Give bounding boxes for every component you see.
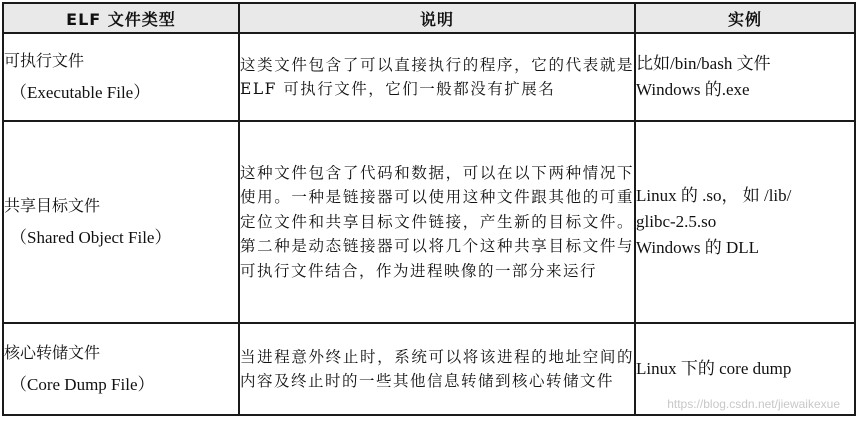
table-header — [3, 3, 855, 33]
example-cell — [635, 121, 855, 323]
header-type: ELF 文件类型 — [3, 3, 239, 33]
example-line: Linux 下的 core dump — [636, 359, 792, 378]
type-cell — [3, 323, 239, 415]
type-cell — [3, 121, 239, 323]
type-name-en: （Shared Object File） — [10, 228, 172, 247]
example-line: Linux 的 .so， 如 /lib/ — [636, 186, 792, 205]
elf-file-types-table — [2, 2, 856, 416]
type-name-cn: 可执行文件 — [4, 51, 85, 70]
example-cell — [635, 33, 855, 121]
description-cell: 这类文件包含了可以直接执行的程序，它的代表就是 ELF 可执行文件，它们一般都没有扩展名 — [239, 33, 635, 121]
table-row — [3, 121, 855, 323]
example-line: glibc-2.5.so — [636, 212, 717, 231]
description-cell: 当进程意外终止时，系统可以将该进程的地址空间的内容及终止时的一些其他信息转储到核心转储文件 — [239, 323, 635, 415]
description-cell: 这种文件包含了代码和数据，可以在以下两种情况下使用。一种是链接器可以使用这种文件跟其他的可重定位文件和共享目标文件链接，产生新的目标文件。第二种是动态链接器可以将几个这种共享目标文件与可执行文件结合，作为进程映像的一部分来运行 — [239, 121, 635, 323]
type-name-en: （Core Dump File） — [10, 375, 155, 394]
watermark-text: https://blog.csdn.net/jiewaikexue — [667, 397, 840, 411]
type-cell — [3, 33, 239, 121]
type-name-cn: 核心转储文件 — [4, 343, 101, 362]
example-line: 比如/bin/bash 文件 — [636, 54, 771, 73]
type-name-en: （Executable File） — [10, 83, 151, 102]
type-name-cn: 共享目标文件 — [4, 196, 101, 215]
example-line: Windows 的 DLL — [636, 238, 760, 257]
table-row — [3, 33, 855, 121]
example-line: Windows 的.exe — [636, 80, 750, 99]
header-description: 说明 — [239, 3, 635, 33]
header-example: 实例 — [635, 3, 855, 33]
